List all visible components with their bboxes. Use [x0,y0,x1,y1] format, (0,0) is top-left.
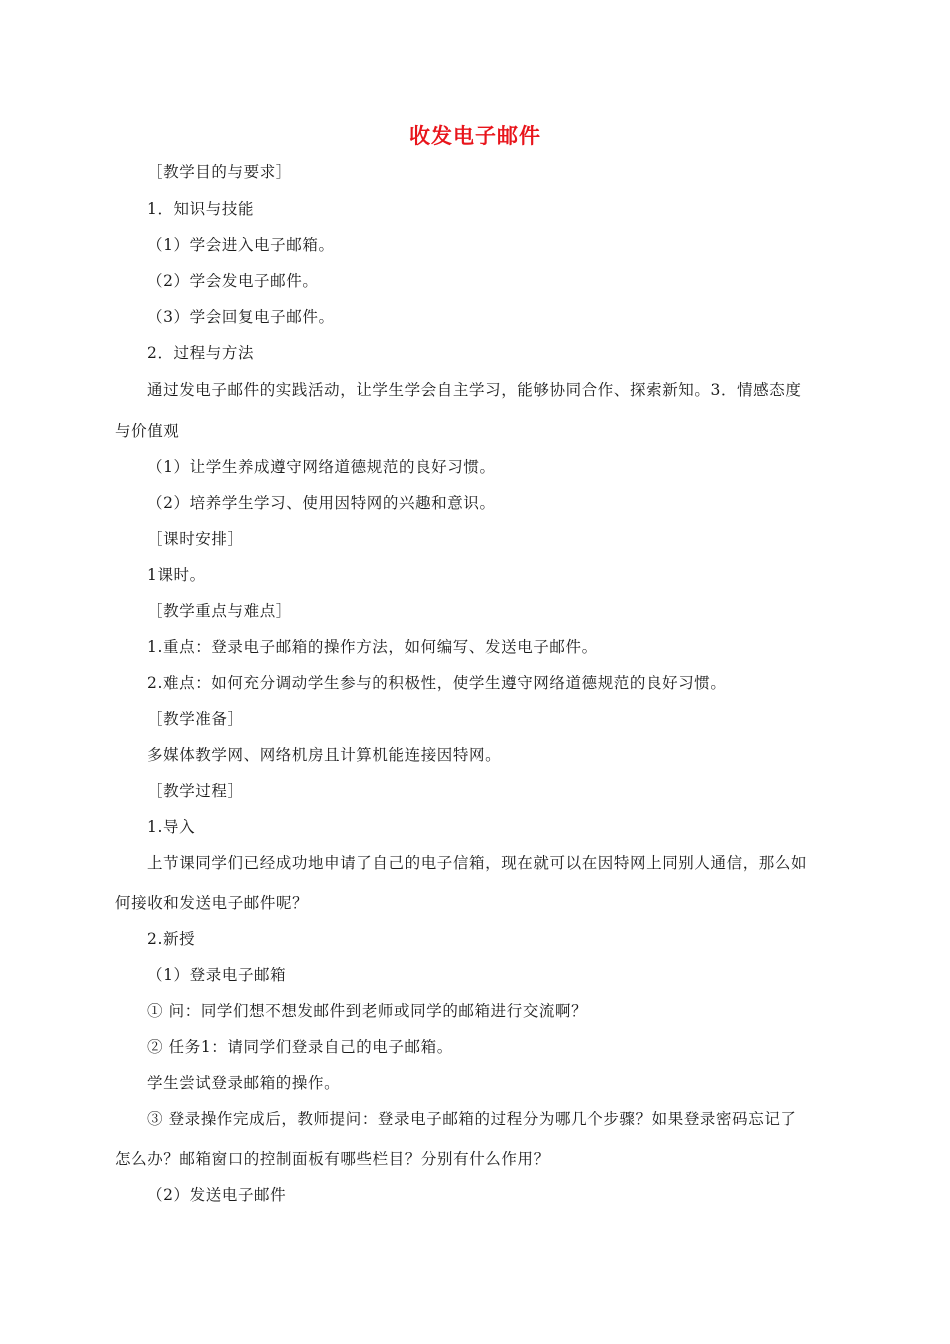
list-item: ① 问：同学们想不想发邮件到老师或同学的邮箱进行交流啊？ [147,1002,588,1020]
section-heading-preparation: ［教学准备］ [147,710,244,728]
subheading-login: （1）登录电子邮箱 [147,966,287,984]
section-heading-schedule: ［课时安排］ [147,530,244,548]
paragraph-line: 多媒体教学网、网络机房且计算机能连接因特网。 [147,746,502,764]
list-item: ② 任务1：请同学们登录自己的电子邮箱。 [147,1038,453,1056]
list-item: （3）学会回复电子邮件。 [147,308,335,326]
section-heading-objectives: ［教学目的与要求］ [147,163,292,181]
subheading-send-email: （2）发送电子邮件 [147,1186,287,1204]
list-item: （2）学会发电子邮件。 [147,272,319,290]
paragraph-line: 上节课同学们已经成功地申请了自己的电子信箱，现在就可以在因特网上同别人通信，那么如 [147,854,808,872]
list-item: （1）让学生养成遵守网络道德规范的良好习惯。 [147,458,496,476]
subheading-knowledge-skills: 1．知识与技能 [147,200,255,218]
list-item: （1）学会进入电子邮箱。 [147,236,335,254]
paragraph-line: 1课时。 [147,566,206,584]
paragraph-line: 学生尝试登录邮箱的操作。 [147,1074,341,1092]
document-title: 收发电子邮件 [409,124,541,148]
paragraph-line: 通过发电子邮件的实践活动，让学生学会自主学习，能够协同合作、探索新知。3．情感态度 [147,381,802,399]
section-heading-key-points: ［教学重点与难点］ [147,602,292,620]
list-item: （2）培养学生学习、使用因特网的兴趣和意识。 [147,494,496,512]
subheading-process-method: 2．过程与方法 [147,344,255,362]
paragraph-line: 何接收和发送电子邮件呢？ [115,894,309,912]
paragraph-line: 2.难点：如何充分调动学生参与的积极性，使学生遵守网络道德规范的良好习惯。 [147,674,727,692]
list-item: ③ 登录操作完成后，教师提问：登录电子邮箱的过程分为哪几个步骤？如果登录密码忘记了 [147,1110,797,1128]
paragraph-line: 怎么办？邮箱窗口的控制面板有哪些栏目？分别有什么作用？ [115,1150,550,1168]
subheading-new-lesson: 2.新授 [147,930,196,948]
paragraph-line: 与价值观 [115,422,180,440]
paragraph-line: 1.重点：登录电子邮箱的操作方法，如何编写、发送电子邮件。 [147,638,598,656]
subheading-intro: 1.导入 [147,818,196,836]
section-heading-process: ［教学过程］ [147,782,244,800]
